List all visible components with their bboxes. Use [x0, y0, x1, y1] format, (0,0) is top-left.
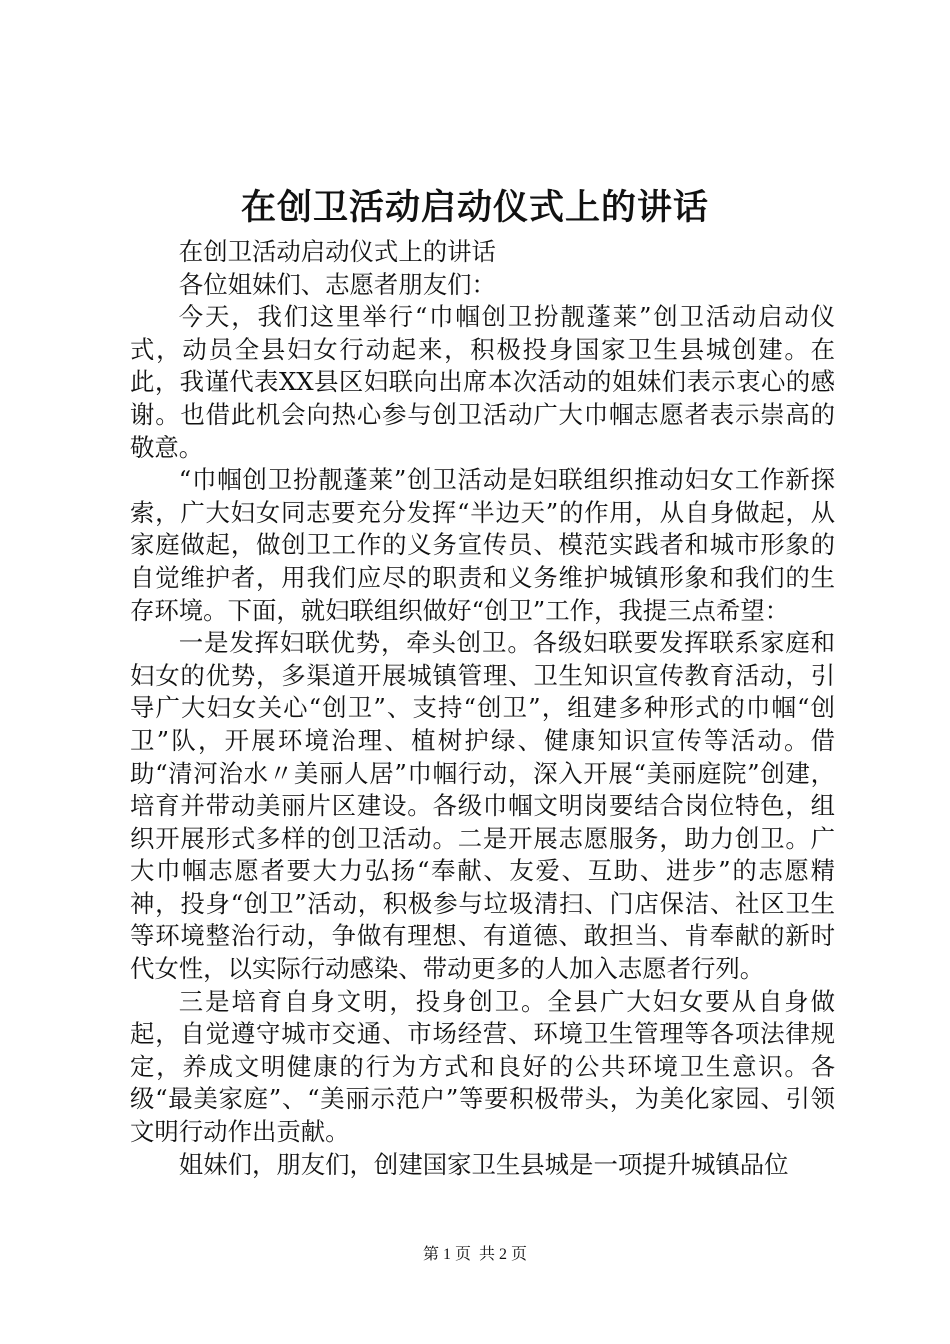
page-footer — [0, 1244, 950, 1266]
paragraph-hope-three: 三是培育自身文明，投身创卫。全县广大妇女要从自身做起，自觉遵守城市交通、市场经营、环境卫生管理等各项法律规定，养成文明健康的行为方式和良好的公共环境卫生意识。各级“最美家庭”、“美丽示范户”等要积极带头，为美化家园、引领文明行动作出贡献。 — [130, 986, 835, 1147]
document-title: 在创卫活动启动仪式上的讲话 — [240, 187, 709, 228]
document-body — [130, 236, 835, 1181]
paragraph-heading: 在创卫活动启动仪式上的讲话 — [178, 237, 496, 266]
paragraph-opening: 今天，我们这里举行“巾帼创卫扮靓蓬莱”创卫活动启动仪式，动员全县妇女行动起来，积极投身国家卫生县城创建。在此，我谨代表XX县区妇联向出席本次活动的姐妹们表示衷心的感谢。也借此机会向热心参与创卫活动广大巾帼志愿者表示崇高的敬意。 — [130, 302, 835, 462]
paragraph-activity-intro: “巾帼创卫扮靓蓬莱”创卫活动是妇联组织推动妇女工作新探索，广大妇女同志要充分发挥“半边天”的作用，从自身做起，从家庭做起，做创卫工作的义务宣传员、模范实践者和城市形象的自觉维护者，用我们应尽的职责和义务维护城镇形象和我们的生存环境。下面，就妇联组织做好“创卫”工作，我提三点希望： — [130, 465, 835, 625]
paragraph-closing: 姐妹们，朋友们，创建国家卫生县城是一项提升城镇品位 — [178, 1149, 789, 1179]
paragraph-hope-one-two: 一是发挥妇联优势，牵头创卫。各级妇联要发挥联系家庭和妇女的优势，多渠道开展城镇管理、卫生知识宣传教育活动，引导广大妇女关心“创卫”、支持“创卫”，组建多种形式的巾帼“创卫”队，开展环境治理、植树护绿、健康知识宣传等活动。借助“清河治水〃美丽人居”巾帼行动，深入开展“美丽庭院”创建，培育并带动美丽片区建设。各级巾帼文明岗要结合岗位特色，组织开展形式多样的创卫活动。二是开展志愿服务，助力创卫。广大巾帼志愿者要大力弘扬“奉献、友爱、互助、进步”的志愿精神，投身“创卫”活动，积极参与垃圾清扫、门店保洁、社区卫生等环境整治行动，争做有理想、有道德、敢担当、肯奉献的新时代女性，以实际行动感染、带动更多的人加入志愿者行列。 — [130, 628, 835, 984]
page-number-label: 第 1 页 共 2 页 — [422, 1246, 527, 1263]
paragraph-salutation: 各位姐妹们、志愿者朋友们： — [178, 269, 496, 299]
